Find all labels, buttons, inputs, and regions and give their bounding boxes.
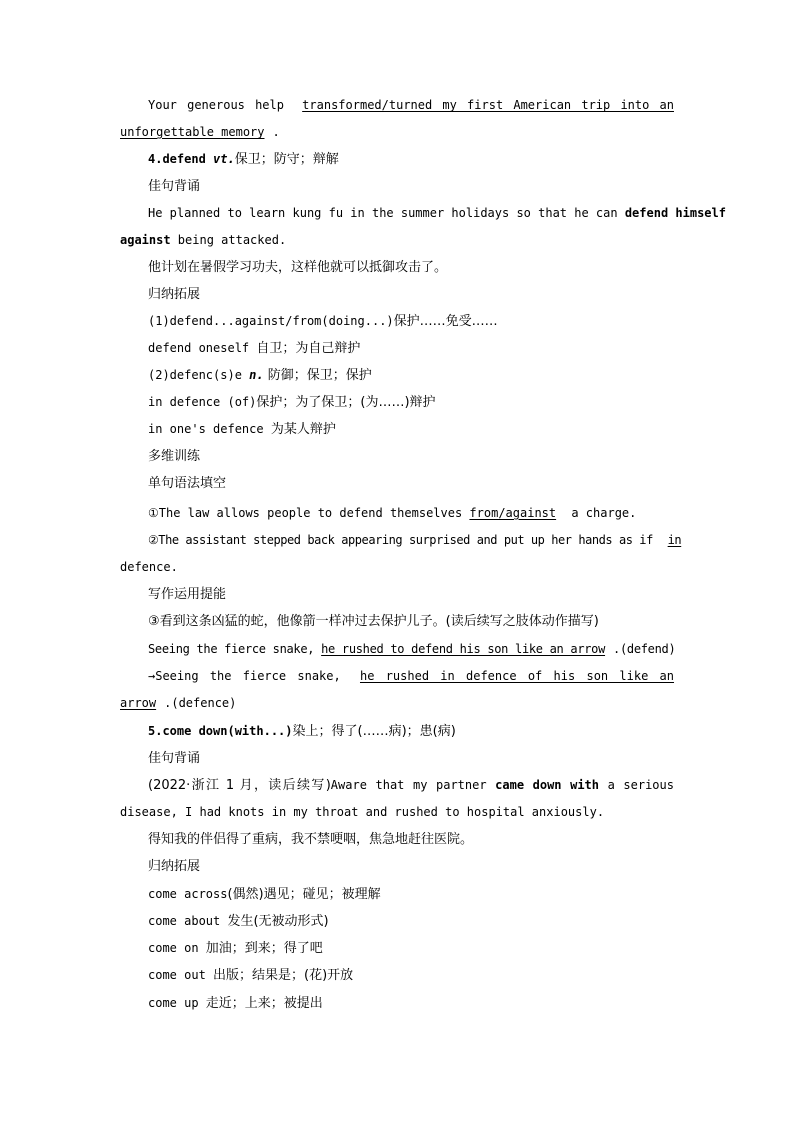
exercise-item bbox=[148, 636, 674, 663]
section-heading: 归纳拓展 bbox=[148, 859, 201, 874]
text-line: disease, I had knots in my throat and rushed to hospital anxiously. bbox=[120, 805, 605, 819]
phrase: (1)defend...against/from(doing...) bbox=[148, 314, 394, 328]
expansion-item bbox=[148, 935, 674, 962]
answer-blank: in bbox=[667, 533, 682, 547]
vocab-heading-defend bbox=[148, 146, 674, 173]
meaning: (偶然)遇见；碰见；被理解 bbox=[227, 887, 381, 902]
translation: 得知我的伴侣得了重病，我不禁哽咽，焦急地赶往医院。 bbox=[148, 832, 474, 847]
sentence-text: →Seeing the fierce snake, bbox=[148, 669, 352, 683]
expansion-item bbox=[148, 881, 674, 908]
expansion-item bbox=[148, 308, 674, 335]
sentence-text: .(defend) bbox=[613, 642, 676, 656]
sentence-text: Your generous help bbox=[148, 98, 295, 112]
phrase: come about bbox=[148, 914, 228, 928]
meaning: 保护；为了保卫；(为……)辩护 bbox=[256, 395, 436, 410]
exercise-item bbox=[148, 527, 682, 554]
vocab-heading-come-down bbox=[148, 718, 674, 745]
sentence-text: Seeing the fierce snake, bbox=[148, 642, 322, 656]
answer-blank: he rushed to defend his son like an arrow bbox=[321, 642, 606, 656]
expansion-item bbox=[148, 990, 674, 1017]
section-heading: 佳句背诵 bbox=[148, 179, 201, 194]
text-line bbox=[120, 119, 674, 146]
phrase: in defence (of) bbox=[148, 395, 257, 409]
phrase: come across bbox=[148, 887, 228, 901]
meaning: 发生(无被动形式) bbox=[227, 914, 329, 929]
answer-blank: transformed/turned my first American trip into an bbox=[302, 98, 674, 112]
sentence-text: a charge. bbox=[564, 506, 637, 520]
translation: 他计划在暑假学习功夫，这样他就可以抵御攻击了。 bbox=[148, 260, 448, 275]
section-heading: 单句语法填空 bbox=[148, 476, 227, 491]
expansion-item bbox=[148, 335, 674, 362]
meaning: 出版；结果是；(花)开放 bbox=[213, 968, 354, 983]
meaning: 加油；到来；得了吧 bbox=[205, 941, 323, 956]
section-heading: 佳句背诵 bbox=[148, 751, 201, 766]
part-of-speech: n. bbox=[249, 368, 264, 382]
highlighted-phrase: came down with bbox=[495, 778, 600, 792]
sentence-text: .(defence) bbox=[164, 696, 237, 710]
highlighted-phrase: against bbox=[120, 233, 171, 247]
phrase: come out bbox=[148, 968, 214, 982]
definition: 保卫；防守；辩解 bbox=[234, 152, 339, 167]
exercise-item bbox=[148, 500, 674, 527]
headword: defend bbox=[162, 152, 214, 166]
sentence-text: a serious bbox=[599, 778, 674, 792]
phrase: defend oneself bbox=[148, 341, 257, 355]
expansion-item bbox=[148, 362, 674, 389]
text-line bbox=[148, 92, 674, 119]
section-heading: 归纳拓展 bbox=[148, 287, 201, 302]
text-line bbox=[120, 690, 674, 717]
meaning: 保护……免受…… bbox=[393, 314, 498, 329]
answer-blank: unforgettable memory bbox=[120, 125, 265, 139]
headword: come down(with...) bbox=[162, 724, 293, 738]
expansion-item bbox=[148, 389, 674, 416]
expansion-item bbox=[148, 908, 674, 935]
answer-blank: from/against bbox=[469, 506, 557, 520]
part-of-speech: vt. bbox=[213, 152, 235, 166]
source-note: (2022·浙江 1 月，读后续写) bbox=[148, 778, 331, 793]
punctuation: . bbox=[272, 125, 280, 139]
meaning: 自卫；为自己辩护 bbox=[256, 341, 361, 356]
phrase: come on bbox=[148, 941, 206, 955]
text-line bbox=[148, 772, 674, 799]
exercise-prompt: ③看到这条凶猛的蛇，他像箭一样冲过去保护儿子。(读后续写之肢体动作描写) bbox=[148, 614, 599, 629]
answer-blank: he rushed in defence of his son like an bbox=[359, 669, 675, 683]
item-number: 5. bbox=[148, 724, 163, 738]
highlighted-phrase: defend himself bbox=[624, 206, 726, 220]
phrase: (2)defenc(s)e bbox=[148, 368, 250, 382]
sentence-text: He planned to learn kung fu in the summer holidays so that he can bbox=[148, 206, 625, 220]
meaning: 防御；保卫；保护 bbox=[263, 368, 372, 383]
meaning: 为某人辩护 bbox=[270, 422, 336, 437]
expansion-item bbox=[148, 962, 674, 989]
phrase: come up bbox=[148, 996, 206, 1010]
text-line bbox=[148, 200, 726, 227]
exercise-item bbox=[148, 663, 674, 690]
phrase: in one's defence bbox=[148, 422, 271, 436]
section-heading: 多维训练 bbox=[148, 449, 201, 464]
sentence-text: ①The law allows people to defend themselves bbox=[148, 506, 470, 520]
section-heading: 写作运用提能 bbox=[148, 587, 227, 602]
text-line bbox=[120, 227, 674, 254]
expansion-item bbox=[148, 416, 674, 443]
sentence-text: being attacked. bbox=[170, 233, 287, 247]
meaning: 走近；上来；被提出 bbox=[205, 996, 323, 1011]
text-line: defence. bbox=[120, 560, 178, 574]
answer-blank: arrow bbox=[120, 696, 157, 710]
item-number: 4. bbox=[148, 152, 163, 166]
sentence-text: Aware that my partner bbox=[330, 778, 496, 792]
sentence-text: ②The assistant stepped back appearing surprised and put up her hands as if bbox=[148, 533, 660, 547]
definition: 染上；得了(……病)；患(病) bbox=[292, 724, 456, 739]
